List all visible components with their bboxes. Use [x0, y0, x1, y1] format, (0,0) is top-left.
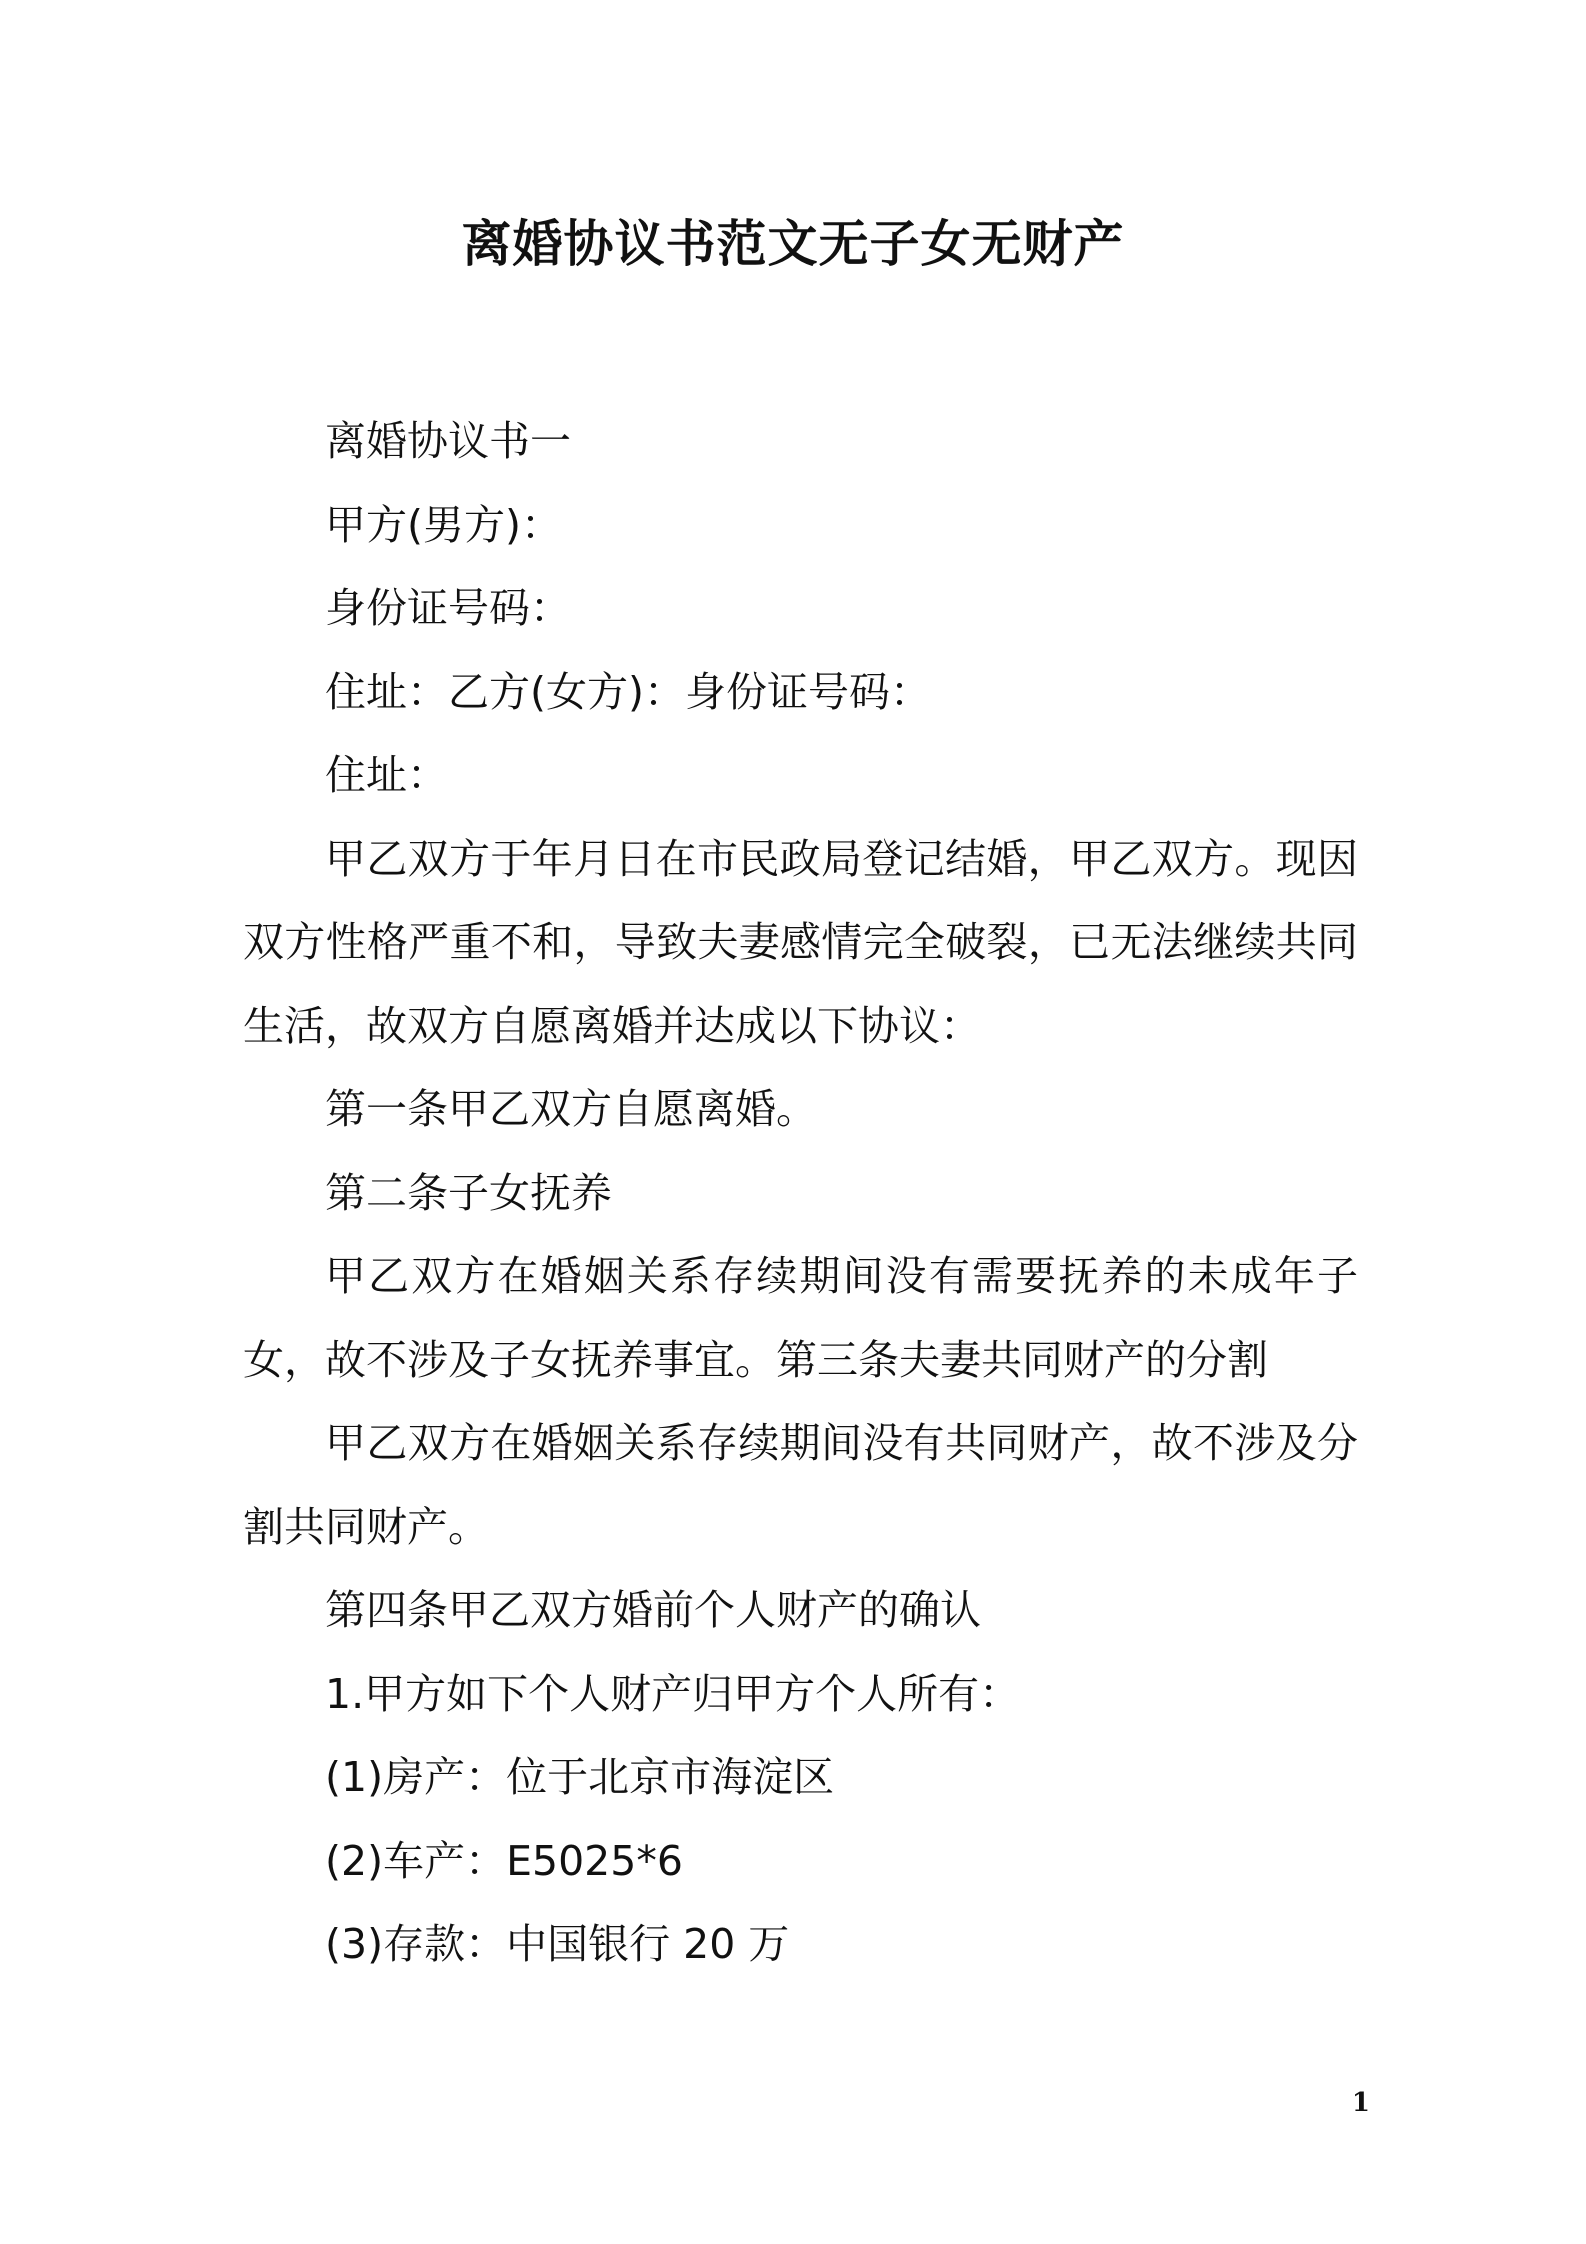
paragraph-party-a: 甲方(男方)： [325, 500, 562, 549]
page-number: 1 [1351, 2088, 1370, 2118]
paragraph-article-3-body: 甲乙双方在婚姻关系存续期间没有共同财产，故不涉及分割共同财产。 [243, 1419, 1358, 1551]
paragraph-item-house: (1)房产：位于北京市海淀区 [325, 1753, 835, 1801]
paragraph-article-1: 第一条甲乙双方自愿离婚。 [325, 1085, 817, 1133]
paragraph-item-car: (2)车产：E5025*6 [325, 1836, 683, 1885]
document-body [243, 400, 1358, 1987]
paragraph-agreement-heading: 离婚协议书一 [325, 417, 571, 465]
paragraph-article-4-heading: 第四条甲乙双方婚前个人财产的确认 [325, 1586, 981, 1634]
paragraph-address-party-b: 住址：乙方(女方)：身份证号码： [325, 667, 931, 716]
paragraph-preamble: 甲乙双方于年月日在市民政局登记结婚，甲乙双方。现因双方性格严重不和，导致夫妻感情完全破裂，已无法继续共同生活，故双方自愿离婚并达成以下协议： [243, 834, 1358, 1050]
paragraph-article-2-body: 甲乙双方在婚姻关系存续期间没有需要抚养的未成年子女，故不涉及子女抚养事宜。第三条夫妻共同财产的分割 [243, 1252, 1358, 1384]
paragraph-id-number: 身份证号码： [325, 584, 571, 632]
document-title: 离婚协议书范文无子女无财产 [461, 215, 1125, 273]
paragraph-address: 住址： [325, 751, 448, 799]
paragraph-item-deposit: (3)存款：中国银行 20 万 [325, 1920, 790, 1968]
paragraph-item-1: 1.甲方如下个人财产归甲方个人所有： [325, 1669, 1021, 1718]
paragraph-article-2-heading: 第二条子女抚养 [325, 1168, 612, 1217]
